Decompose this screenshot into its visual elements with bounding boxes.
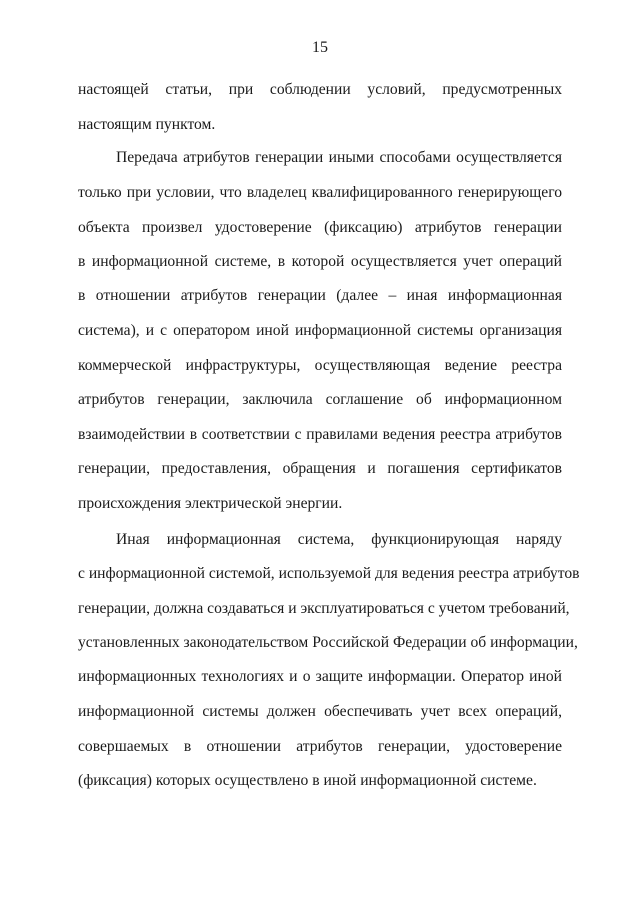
paragraph-2-line-3: объекта произвел удостоверение (фиксацию) атрибутов генерации [78,219,562,236]
paragraph-3-line-1: Иная информационная система, функционирующая наряду [116,531,562,548]
paragraph-2-line-11: происхождения электрической энергии. [78,495,343,512]
paragraph-3-line-5: информационных технологиях и о защите информации. Оператор иной [78,668,562,685]
paragraph-3-line-2: с информационной системой, используемой для ведения реестра атрибутов [78,565,580,582]
paragraph-2-line-6: система), и с оператором иной информационной системы организация [78,322,562,339]
paragraph-3-line-6: информационной системы должен обеспечивать учет всех операций, [78,703,562,720]
paragraph-2-line-5: в отношении атрибутов генерации (далее – иная информационная [78,287,562,304]
paragraph-2-line-2: только при условии, что владелец квалифицированного генерирующего [78,184,562,201]
page-number: 15 [312,39,328,56]
paragraph-2-line-9: взаимодействии в соответствии с правилами ведения реестра атрибутов [78,426,562,443]
paragraph-1-line-1: настоящей статьи, при соблюдении условий, предусмотренных [78,81,562,98]
paragraph-2-line-1: Передача атрибутов генерации иными способами осуществляется [116,149,562,166]
paragraph-2-line-7: коммерческой инфраструктуры, осуществляющая ведение реестра [78,357,562,374]
paragraph-3-line-7: совершаемых в отношении атрибутов генерации, удостоверение [78,738,562,755]
paragraph-2-line-10: генерации, предоставления, обращения и погашения сертификатов [78,460,562,477]
paragraph-3-line-4: установленных законодательством Российской Федерации об информации, [78,634,578,651]
paragraph-3-line-3: генерации, должна создаваться и эксплуатироваться с учетом требований, [78,600,570,617]
paragraph-2-line-8: атрибутов генерации, заключила соглашение об информационном [78,391,562,408]
paragraph-1-line-2: настоящим пунктом. [78,116,216,133]
paragraph-3-line-8: (фиксация) которых осуществлено в иной информационной системе. [78,772,537,789]
paragraph-2-line-4: в информационной системе, в которой осуществляется учет операций [78,253,562,270]
